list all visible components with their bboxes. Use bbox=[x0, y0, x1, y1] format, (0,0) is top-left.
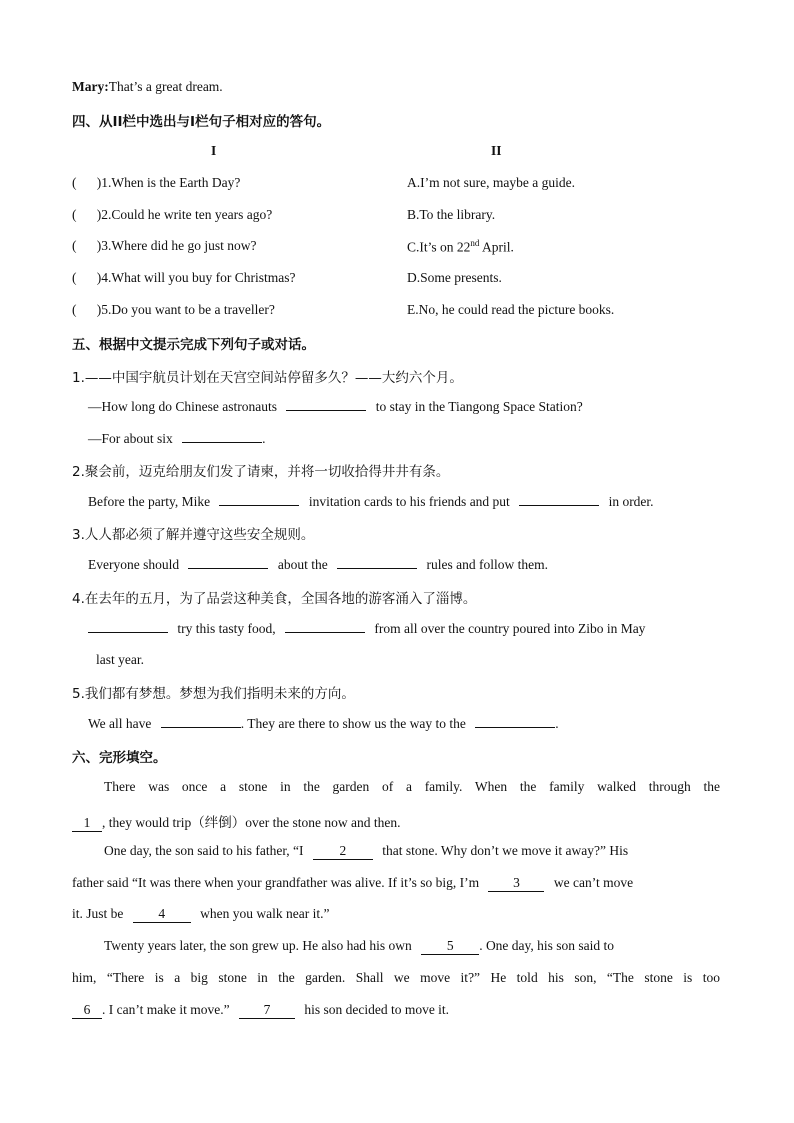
sentence-text: we can’t move bbox=[553, 875, 634, 890]
sentence-text: Before the party, Mike bbox=[88, 494, 211, 509]
q1-english-line2 bbox=[88, 430, 266, 447]
answer-blank[interactable] bbox=[286, 398, 366, 411]
sentence-text: , they would trip（绊倒）over the stone now and then. bbox=[102, 815, 401, 830]
sentence-text: try this tasty food, bbox=[177, 621, 276, 636]
answer-blank[interactable] bbox=[219, 493, 299, 506]
cloze-blank-5[interactable]: 5 bbox=[421, 938, 479, 955]
section5-title: 五、根据中文提示完成下列句子或对话。 bbox=[72, 337, 315, 353]
sentence-text: —How long do Chinese astronauts bbox=[88, 399, 277, 414]
sentence-text: that stone. Why don’t we move it away?” His bbox=[382, 843, 629, 858]
cloze-line bbox=[72, 906, 329, 923]
sentence-text: One day, the son said to his father, “I bbox=[104, 843, 304, 858]
question-text: 5.Do you want to be a traveller? bbox=[101, 302, 275, 317]
answer-blank[interactable] bbox=[519, 493, 599, 506]
question-text: 1.When is the Earth Day? bbox=[101, 175, 241, 190]
answer-option: D.Some presents. bbox=[407, 270, 502, 285]
answer-blank[interactable] bbox=[182, 430, 262, 443]
answer-blank[interactable] bbox=[475, 715, 555, 728]
answer-text: C.It’s on 22 bbox=[407, 239, 471, 255]
q5-english bbox=[88, 715, 559, 732]
sentence-text: . bbox=[555, 716, 559, 731]
cloze-line: There was once a stone in the garden of a family. When the family walked through the bbox=[104, 779, 720, 794]
answer-text: April. bbox=[479, 239, 514, 255]
sentence-text: rules and follow them. bbox=[426, 557, 548, 572]
q3-english bbox=[88, 556, 548, 573]
dialogue-line bbox=[72, 79, 223, 95]
cloze-line bbox=[72, 811, 400, 832]
answer-paren: ( ) bbox=[72, 302, 102, 317]
answer-blank[interactable] bbox=[285, 620, 365, 633]
cloze-blank-4[interactable]: 4 bbox=[133, 906, 191, 923]
dialogue-text: That’s a great dream. bbox=[108, 79, 223, 94]
answer-blank[interactable] bbox=[88, 620, 168, 633]
sentence-text: father said “It was there when your grandfather was alive. If it’s so big, I’m bbox=[72, 875, 480, 890]
cloze-line bbox=[104, 843, 628, 860]
cloze-line: him, “There is a big stone in the garden. Shall we move it?” He told his son, “The stone is too bbox=[72, 970, 720, 985]
question-text: 3.Where did he go just now? bbox=[101, 238, 257, 253]
sentence-text: it. Just be bbox=[72, 906, 124, 921]
cloze-line bbox=[72, 875, 633, 892]
section6-title: 六、完形填空。 bbox=[72, 750, 167, 766]
answer-paren: ( ) bbox=[72, 238, 102, 253]
cloze-blank-7[interactable]: 7 bbox=[239, 1002, 295, 1019]
answer-paren: ( ) bbox=[72, 270, 102, 285]
sentence-text: in order. bbox=[608, 494, 654, 509]
cloze-line bbox=[72, 1002, 449, 1019]
cloze-blank-6[interactable]: 6 bbox=[72, 1002, 102, 1019]
q2-chinese: 2.聚会前，迈克给朋友们发了请柬，并将一切收拾得井井有条。 bbox=[72, 464, 450, 480]
speaker-name: Mary: bbox=[72, 79, 109, 94]
sentence-text: We all have bbox=[88, 716, 152, 731]
cloze-blank-3[interactable]: 3 bbox=[488, 875, 544, 892]
sentence-text: invitation cards to his friends and put bbox=[308, 494, 510, 509]
answer-option: A.I’m not sure, maybe a guide. bbox=[407, 175, 575, 190]
ordinal-suffix: nd bbox=[470, 238, 480, 248]
q3-chinese: 3.人人都必须了解并遵守这些安全规则。 bbox=[72, 527, 315, 543]
column2-header: II bbox=[491, 143, 502, 158]
q5-chinese: 5.我们都有梦想。梦想为我们指明未来的方向。 bbox=[72, 686, 355, 702]
sentence-text: when you walk near it.” bbox=[200, 906, 330, 921]
answer-blank[interactable] bbox=[337, 556, 417, 569]
sentence-text: his son decided to move it. bbox=[304, 1002, 450, 1017]
q4-english-line2: last year. bbox=[96, 652, 144, 667]
sentence-text: Twenty years later, the son grew up. He also had his own bbox=[104, 938, 412, 953]
cloze-line bbox=[104, 938, 614, 955]
column1-header: I bbox=[211, 143, 217, 158]
sentence-text: Everyone should bbox=[88, 557, 180, 572]
answer-option: B.To the library. bbox=[407, 207, 496, 222]
answer-blank[interactable] bbox=[161, 715, 241, 728]
q1-chinese: 1.——中国宇航员计划在天宫空间站停留多久？——大约六个月。 bbox=[72, 370, 463, 386]
cloze-blank-1[interactable]: 1 bbox=[72, 815, 102, 832]
q2-english bbox=[88, 493, 654, 510]
q4-english-line1 bbox=[88, 620, 645, 637]
cloze-blank-2[interactable]: 2 bbox=[313, 843, 373, 860]
sentence-text: about the bbox=[277, 557, 328, 572]
question-text: 2.Could he write ten years ago? bbox=[101, 207, 273, 222]
sentence-text: to stay in the Tiangong Space Station? bbox=[375, 399, 583, 414]
answer-paren: ( ) bbox=[72, 207, 102, 222]
sentence-text: . They are there to show us the way to the bbox=[240, 716, 466, 731]
q4-chinese: 4.在去年的五月，为了品尝这种美食，全国各地的游客涌入了淄博。 bbox=[72, 591, 477, 607]
sentence-text: from all over the country poured into Zibo in May bbox=[374, 621, 646, 636]
answer-option bbox=[407, 238, 514, 256]
sentence-text: . I can’t make it move.” bbox=[102, 1002, 230, 1017]
answer-blank[interactable] bbox=[188, 556, 268, 569]
question-text: 4.What will you buy for Christmas? bbox=[101, 270, 296, 285]
answer-paren: ( ) bbox=[72, 175, 102, 190]
sentence-text: . One day, his son said to bbox=[479, 938, 615, 953]
q1-english-line1 bbox=[88, 398, 583, 415]
sentence-text: —For about six bbox=[88, 431, 173, 446]
answer-option: E.No, he could read the picture books. bbox=[407, 302, 615, 317]
section4-title: 四、从II栏中选出与I栏句子相对应的答句。 bbox=[72, 114, 331, 130]
sentence-text: . bbox=[262, 431, 266, 446]
